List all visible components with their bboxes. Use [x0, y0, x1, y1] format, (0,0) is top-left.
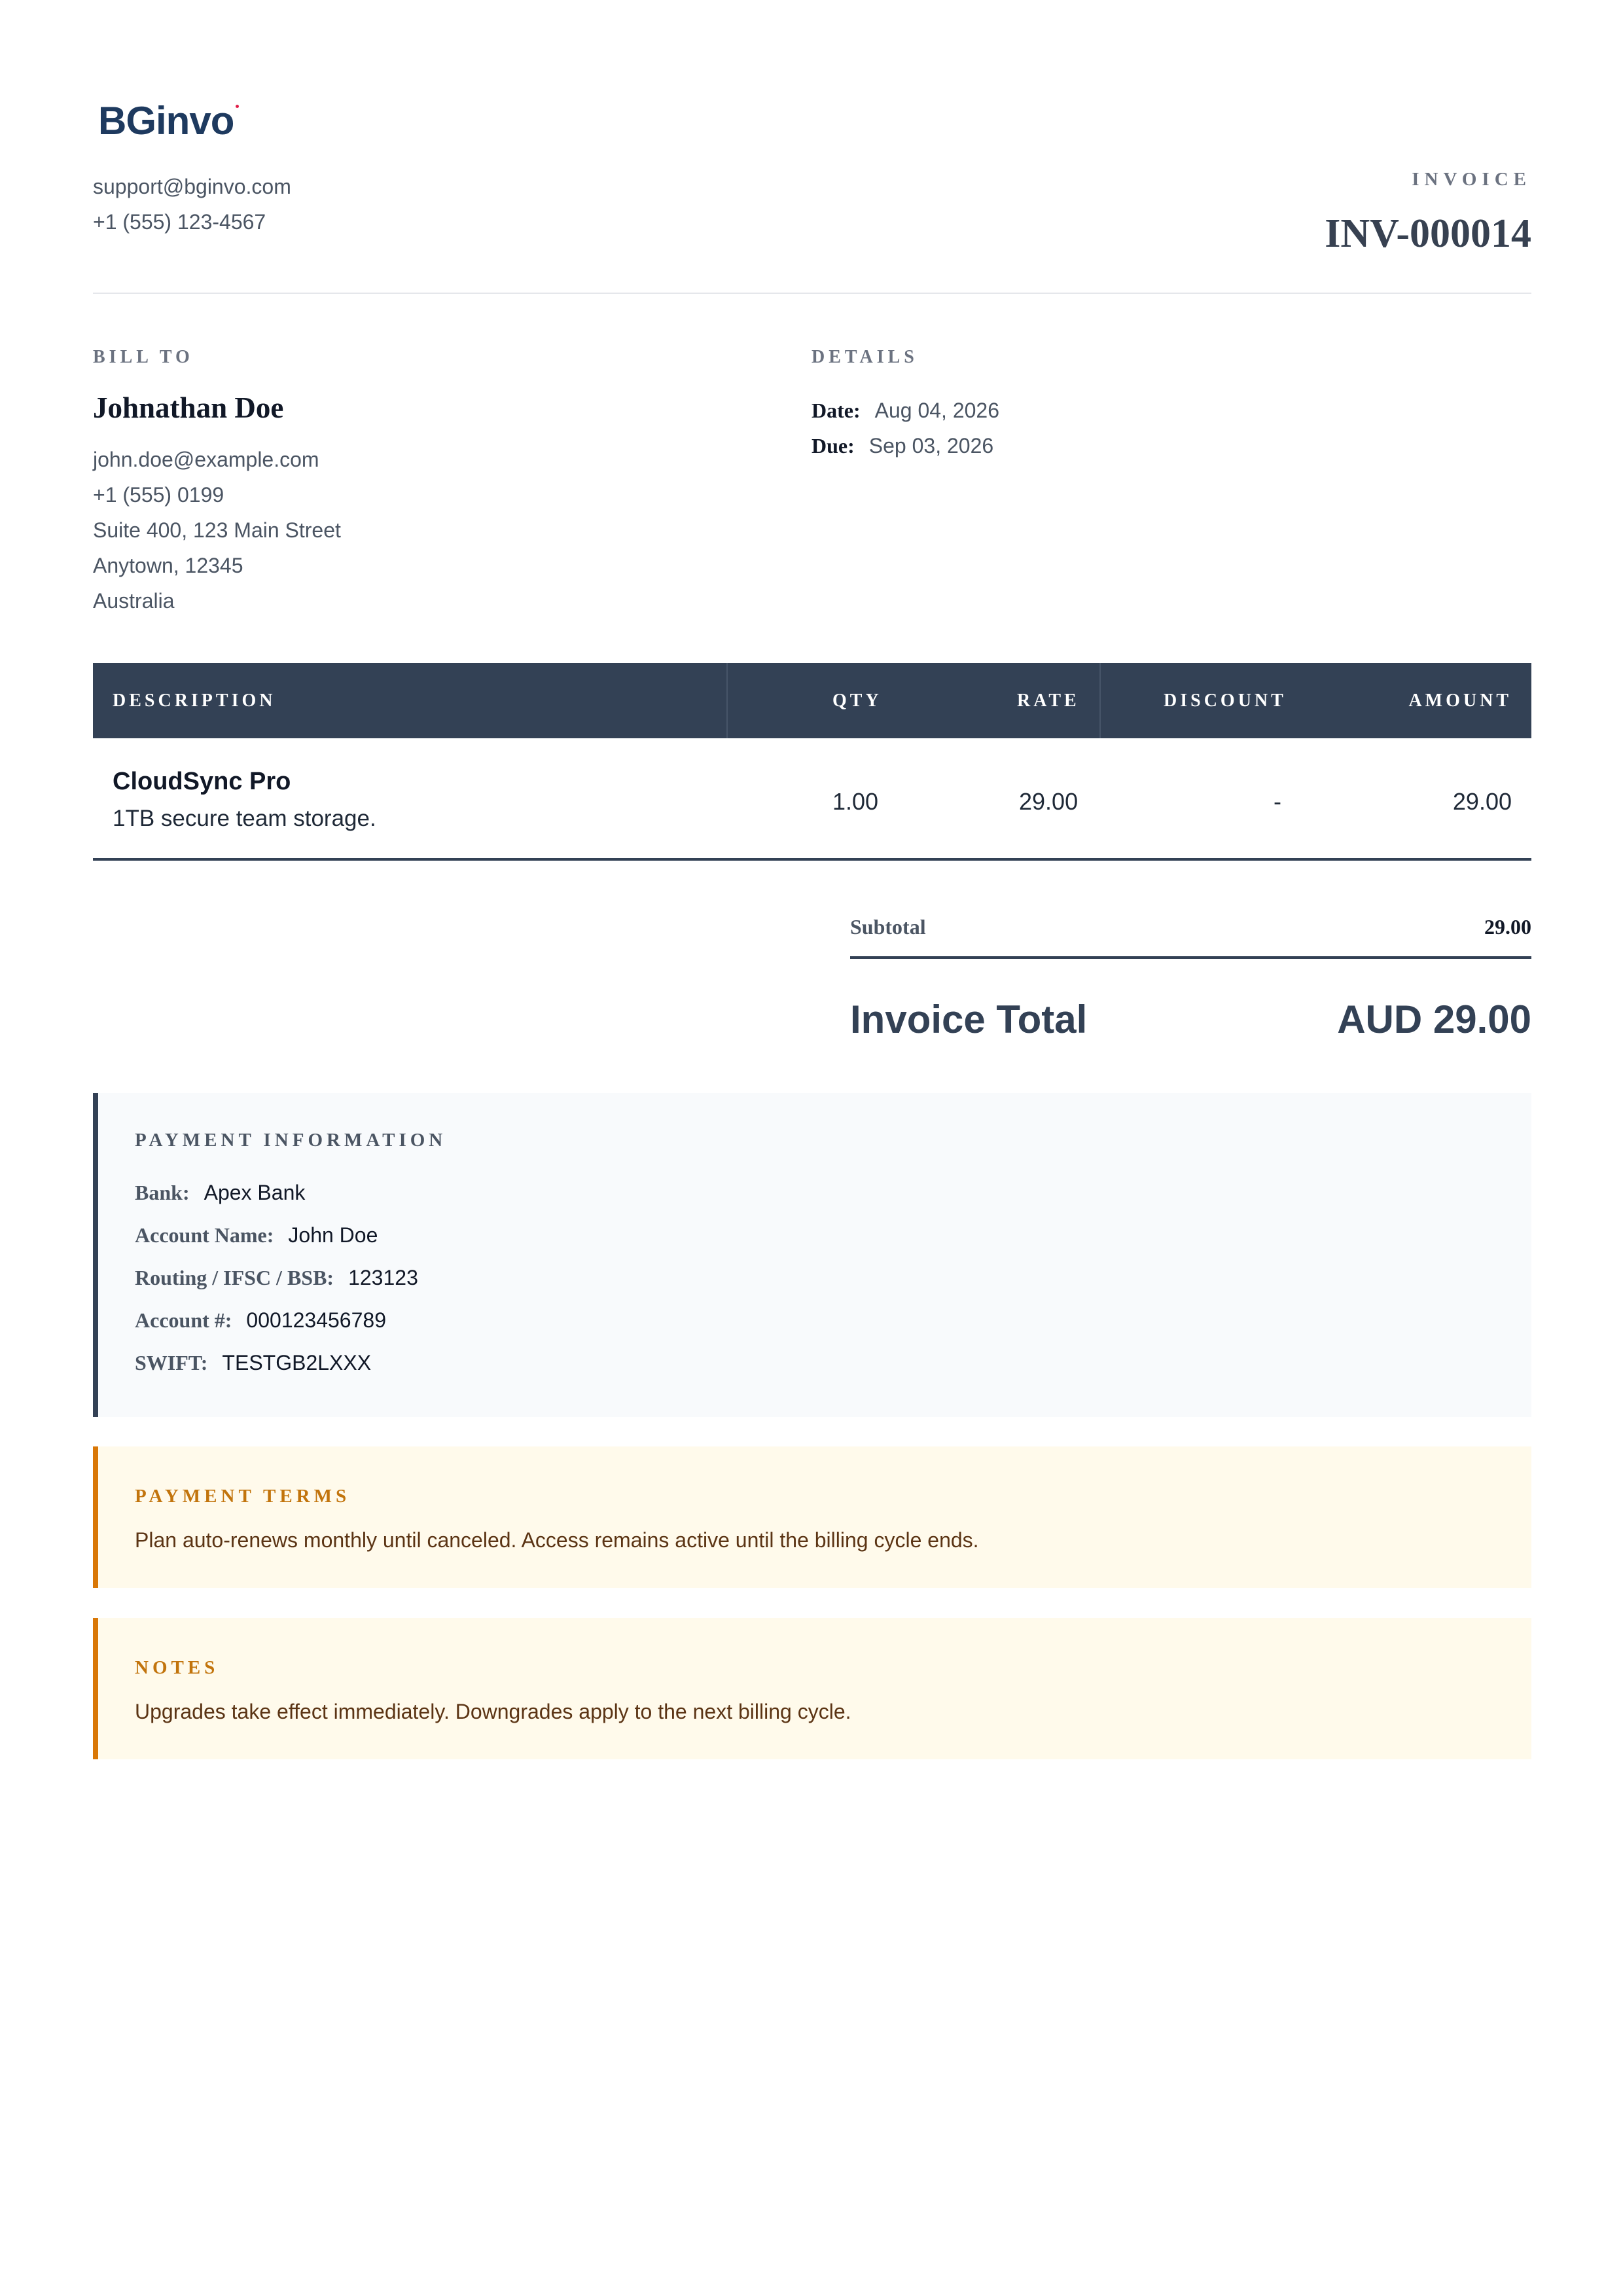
subtotal-rule — [850, 956, 1531, 959]
header-qty: QTY — [832, 691, 882, 711]
account-name-row — [135, 1214, 418, 1257]
header-discount: DISCOUNT — [1164, 691, 1287, 711]
invoice-label: INVOICE — [1412, 169, 1531, 190]
swift-row — [135, 1342, 418, 1384]
table-bottom-rule — [93, 858, 1531, 861]
header-separator — [726, 663, 728, 738]
header-amount: AMOUNT — [1408, 691, 1512, 711]
due-key: Due: — [812, 434, 855, 457]
total-label: Invoice Total — [850, 997, 1088, 1041]
item-name: CloudSync Pro — [113, 768, 291, 795]
payment-terms-box — [93, 1446, 1531, 1588]
item-qty: 1.00 — [832, 788, 879, 815]
logo-text: BGinvo — [98, 99, 234, 143]
client-address-line1: Suite 400, 123 Main Street — [93, 518, 341, 542]
payment-terms-title: PAYMENT TERMS — [135, 1486, 351, 1507]
item-discount: - — [1274, 788, 1281, 815]
payment-information-box — [93, 1093, 1531, 1417]
item-amount: 29.00 — [1452, 788, 1512, 815]
account-name-value: John Doe — [288, 1223, 378, 1247]
payment-details — [135, 1172, 418, 1384]
header-description: DESCRIPTION — [113, 691, 276, 711]
notes-title: NOTES — [135, 1657, 219, 1678]
account-name-key: Account Name: — [135, 1223, 274, 1247]
items-table-header — [93, 663, 1531, 738]
client-country: Australia — [93, 589, 175, 613]
subtotal-value: 29.00 — [1484, 915, 1531, 939]
details-label: DETAILS — [812, 347, 918, 367]
notes-text: Upgrades take effect immediately. Downgrades apply to the next billing cycle. — [135, 1700, 851, 1723]
payment-information-title: PAYMENT INFORMATION — [135, 1130, 447, 1151]
bill-to-label: BILL TO — [93, 347, 194, 367]
routing-value: 123123 — [348, 1266, 418, 1289]
client-phone: +1 (555) 0199 — [93, 483, 224, 507]
due-date-row — [812, 428, 999, 463]
account-number-value: 000123456789 — [246, 1308, 386, 1332]
due-date: Sep 03, 2026 — [868, 434, 994, 457]
header-rate: RATE — [1017, 691, 1080, 711]
bank-value: Apex Bank — [204, 1181, 306, 1204]
invoice-details — [812, 393, 999, 463]
bank-key: Bank: — [135, 1181, 190, 1204]
company-logo — [98, 98, 234, 143]
item-description: 1TB secure team storage. — [113, 806, 376, 831]
payment-terms-text: Plan auto-renews monthly until canceled. Access remains active until the billing cycle ends. — [135, 1528, 979, 1552]
client-email: john.doe@example.com — [93, 448, 319, 471]
invoice-date: Aug 04, 2026 — [874, 399, 1000, 422]
logo-dot-icon — [236, 105, 239, 108]
client-name: Johnathan Doe — [93, 391, 284, 424]
client-contact — [93, 442, 341, 619]
swift-value: TESTGB2LXXX — [222, 1351, 372, 1374]
account-number-key: Account #: — [135, 1308, 232, 1332]
table-row — [93, 738, 1531, 860]
item-rate: 29.00 — [1019, 788, 1079, 815]
company-contact — [93, 169, 291, 240]
date-key: Date: — [812, 399, 861, 422]
total-value: AUD 29.00 — [1337, 997, 1531, 1041]
company-phone: +1 (555) 123-4567 — [93, 210, 266, 234]
routing-row — [135, 1257, 418, 1299]
invoice-number: INV-000014 — [1325, 211, 1531, 256]
header-separator — [1099, 663, 1101, 738]
account-number-row — [135, 1299, 418, 1342]
client-address-line2: Anytown, 12345 — [93, 554, 243, 577]
bank-row — [135, 1172, 418, 1214]
header-divider — [93, 293, 1531, 294]
invoice-date-row — [812, 393, 999, 428]
subtotal-label: Subtotal — [850, 915, 926, 939]
routing-key: Routing / IFSC / BSB: — [135, 1266, 334, 1289]
notes-box — [93, 1618, 1531, 1759]
company-email: support@bginvo.com — [93, 175, 291, 198]
swift-key: SWIFT: — [135, 1351, 208, 1374]
